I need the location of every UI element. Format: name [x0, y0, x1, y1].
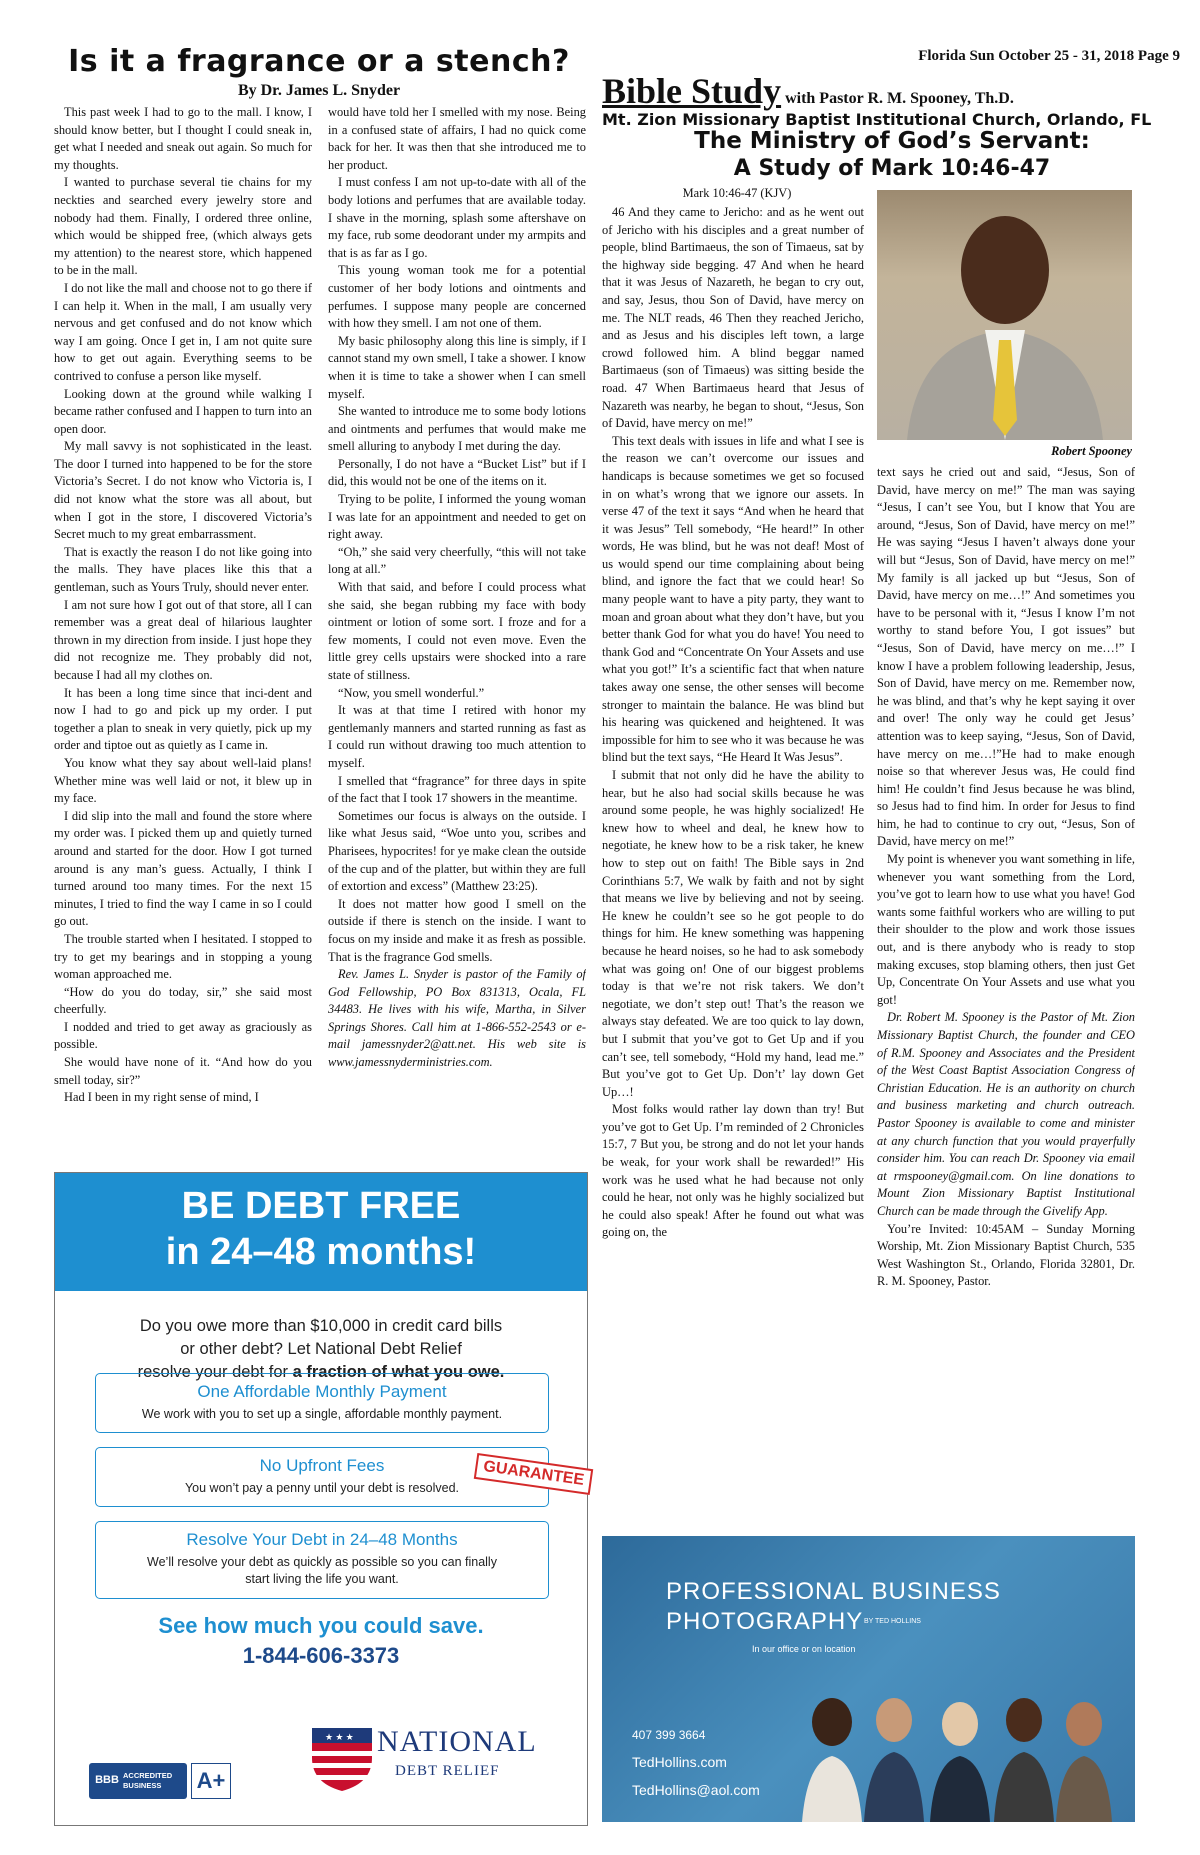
photo-ad-title1: PROFESSIONAL BUSINESS — [666, 1578, 1001, 1605]
ministry-title: The Ministry of God’s Servant: — [694, 128, 1090, 154]
bbb-business: BUSINESS — [123, 1781, 162, 1790]
paragraph: I submit that not only did he have the ability to hear, but he also had social skills because he was around some people, he was highly socialized! He knew how to wheel and deal, he knew how to negotiate, he knew how to be a risk taker, he knew how to step out on faith! The Bible says in 2nd Corinthians 5:7, We walk by faith and not by sight that means we live by believing and not by seeing. He knew he couldn’t see so he got people to do things for him. He knew something was happening because he heard noises, so he had to ask somebody what was going on! One of our biggest problems today is that we’re not risk takers. We don’t negotiate, we don’t step out! That’s the reason we always stay defeated. We are too quick to lay down, but I submit that you’ve got to Get Up and if you can’t see, tell somebody, “Hold my hand, lead me.” But you’ve got to Get Up. Don’t’ lay down Get Up…! — [602, 768, 864, 1099]
paragraph: “How do you do today, sir,” she said most cheerfully. — [54, 984, 312, 1017]
debt-ad-intro-line1: Do you owe more than $10,000 in credit card bills — [139, 1317, 503, 1335]
bbb-accredited: ACCREDITED — [123, 1771, 173, 1780]
paragraph: Personally, I do not have a “Bucket List” but if I did, this would not be one of the items on it. — [328, 456, 586, 489]
debt-ad-phone[interactable]: 1-844-606-3373 — [242, 1643, 400, 1668]
paragraph: This young woman took me for a potential customer of her body lotions and ointments and perfumes. I suppose many people are concerned with how they smell. I am not one of them. — [328, 263, 586, 331]
paragraph: My basic philosophy along this line is simply, if I cannot stand my own smell, I take a shower. I know when it is time to take a shower when I can smell myself. — [328, 333, 586, 401]
pastor-photo — [877, 190, 1132, 440]
paragraph: I am not sure how I got out of that store, all I can remember was a great deal of hilarious laughter thrown in my direction from inside. I just hope they did not recognize me. They probably did not, because I had all my clothes on. — [54, 597, 312, 682]
masthead: Florida Sun October 25 - 31, 2018 Page 9 — [918, 48, 1180, 64]
national-debt-relief-logo — [307, 1713, 537, 1793]
photo-caption: Robert Spooney — [1051, 444, 1132, 458]
feature-desc: We’ll resolve your debt as quickly as possible so you can finally start living the life you want. — [147, 1555, 497, 1586]
pastor-portrait-icon — [877, 190, 1132, 440]
verse-ref: Mark 10:46-47 (KJV) — [682, 186, 792, 200]
paragraph: It was at that time I retired with honor my gentlemanly manners and started running as fast as I could run without drawing too much attention to myself. — [328, 703, 586, 770]
article1-headline: Is it a fragrance or a stench? — [68, 44, 570, 79]
paragraph: This text deals with issues in life and what I see is the reason we can’t overcome our issues and handicaps is because sometimes we get so focused in on what’s wrong that we ignore our assets. In verse 47 of the text it says “And when he heard that it was Jesus” Tell somebody, “He heard!” In other words, He was blind, but he was not deaf! Most of us would spend our time complaining about being blind, and ignore the fact that we could hear! So many people want to have a pity party, they want to moan and groan about what they don’t have, but you better thank God for what you do have! You need to thank God and “Concentrate On Your Assets and use what you got!” It’s a scientific fact that when nature takes away one sense, the other senses will become stronger to maintain the balance. He was blind but his hearing was quickened and heightened. It was impossible for him to see who it was because he was blind but the text says, “He Heard It Was Jesus”. — [602, 433, 864, 765]
debt-ad-intro-line3b: a fraction of what you owe. — [292, 1363, 505, 1381]
paragraph: I do not like the mall and choose not to go there if I can help it. When in the mall, I am usually very nervous and get confused and do not know which way I am going. Once I get in, I am not quite sure how to get out again. Everything seems to be contrived to confuse a person like myself. — [54, 280, 312, 383]
paragraph: Had I been in my right sense of mind, I — [64, 1090, 259, 1105]
paragraph: She wanted to introduce me to some body lotions and ointments and perfumes that would make me smell alluring to anybody I met during the day. — [328, 404, 586, 454]
paragraph: Trying to be polite, I informed the young woman I was late for an appointment and needed to get on right away. — [328, 492, 586, 542]
feature-desc: We work with you to set up a single, affordable monthly payment. — [141, 1407, 503, 1421]
debt-ad-intro-line3a: resolve your debt for — [137, 1363, 293, 1381]
photo-ad-sub: In our office or on location — [752, 1644, 856, 1654]
bible-study-with: with Pastor R. M. Spooney, Th.D. — [785, 90, 1014, 107]
paragraph: I wanted to purchase several tie chains for my neckties and searched every jewelry store and nobody had them. Finally, I ordered three online, which would be shipped free, (which always gets my attention) to the nearest store, which happened to be in the mall. — [54, 175, 312, 278]
photo-ad-phone[interactable]: 407 399 3664 — [632, 1728, 706, 1742]
paragraph: I smelled that “fragrance” for three days in spite of the fact that I took 17 showers in the meantime. — [328, 773, 586, 806]
paragraph: My mall savvy is not sophisticated in the least. The door I turned into happened to be for the store Victoria’s Secret. I do not know who Victoria is, I did not know what the store was all about, but when I got in the store, I discovered Victoria’s Secret much to my great embarrassment. — [54, 439, 312, 542]
debt-ad-banner — [55, 1173, 587, 1291]
paragraph: text says he cried out and said, “Jesus, Son of David, have mercy on me!” The man was saying “Jesus, I can’t see You, but I know that You are around, “Jesus, Son of David, have mercy on me!” He was saying “Jesus I haven’t always done your will but “Jesus, Son of David, have mercy on me!” My family is all jacked up but “Jesus, Son of David, have mercy on me…!” And sometimes you have to be personal with it, “Jesus I know I’m not worthy to stand before You, I got issues” but “Jesus, Son of David, have mercy on me…!” I know I have a problem following leadership, Jesus, Son of David, have mercy on me. Remember now, he was blind, and that’s why he kept saying it over and over! The only way he could get Jesus’ attention was to keep saying, “Jesus, Son of David, have mercy on me…!”He had to make enough noise so that wherever Jesus was, He could find him! He couldn’t find Jesus because he was blind, so Jesus had to find him. In order for Jesus to find him, he had to continue to cry out, “Jesus, Son of David, have mercy on me!” — [877, 465, 1135, 849]
bbb-badge — [89, 1763, 187, 1799]
paragraph: “Oh,” she said very cheerfully, “this will not take long at all.” — [328, 544, 586, 577]
paragraph: would have told her I smelled with my nose. Being in a confused state of affairs, I had no quick come back for her. It was then that she introduced me to her product. — [328, 105, 586, 172]
feature-resolve-debt — [95, 1521, 549, 1599]
debt-ad-cta[interactable]: See how much you could save. — [158, 1613, 484, 1638]
debt-ad-intro-line2: or other debt? Let National Debt Relief — [180, 1340, 462, 1358]
author-bio: Rev. James L. Snyder is pastor of the Family of God Fellowship, PO Box 831313, Ocala, FL 34483. He lives with his wife, Martha, in Silver Springs Shores. Call him at 1-866-552-2543 or e-mail jamessnyder2@att.net. His web site is www.jamessnyderministries.com. — [328, 967, 586, 1070]
paragraph: With that said, and before I could process what she said, she began rubbing my face with body ointment or lotion of some sort. I froze and for a few moments, I could not even move. Even the little grey cells upstairs were shocked into a rare state of stillness. — [328, 580, 586, 682]
bbb-rating: A+ — [191, 1763, 231, 1799]
paragraph: Sometimes our focus is always on the outside. I like what Jesus said, “Woe unto you, scribes and Pharisees, hypocrites! for ye make clean the outside of the cup and of the platter, but within they are full of extortion and excess” (Matthew 23:25). — [328, 808, 586, 894]
study-title: A Study of Mark 10:46-47 — [733, 156, 1051, 181]
paragraph: She would have none of it. “And how do you smell today, sir?” — [54, 1055, 312, 1087]
paragraph: Looking down at the ground while walking I became rather confused and I happen to turn into an open door. — [54, 386, 312, 436]
paragraph: My point is whenever you want something in life, whenever you want something from the Lord, you’ve got to learn how to use what you have! God wants some faithful workers who are willing to put their shoulder to the plow and work those issues out, and is there anybody who is ready to stop making excuses, stop blaming others, then just Get Up, Concentrate On Your Assets and use what you got! — [877, 852, 1135, 1007]
article1-col2 — [328, 104, 586, 1154]
photography-ad[interactable] — [602, 1536, 1135, 1822]
article2-col1 — [602, 204, 864, 1524]
paragraph: 46 And they came to Jericho: and as he went out of Jericho with his disciples and a great number of people, blind Bartimaeus, the son of Timaeus, sat by the highway side begging. 47 And when he heard that it was Jesus of Nazareth, he began to cry out, and say, Jesus, thou Son of David, have mercy on me. The NLT reads, 46 Then they reached Jericho, and as Jesus and his disciples left town, a large crowd followed him. A blind beggar named Bartimaeus (son of Timaeus) was sitting beside the road. 47 When Bartimaeus heard that Jesus of Nazareth was nearby, he began to shout, “Jesus, Son of David, have mercy on me!” — [602, 205, 864, 431]
guarantee-stamp: GUARANTEE — [474, 1453, 594, 1495]
author-bio: Dr. Robert M. Spooney is the Pastor of Mt. Zion Missionary Baptist Church, the founder and CEO of R.M. Spooney and Associates and the President of the West Coast Baptist Association Congress of Christian Education. He is an authority on church and business marketing and church outreach. Pastor Spooney is available to come and minister at any church function that you would prayerfully consider him. You can reach Dr. Spooney via email at rmspooney@gmail.com. On line donations to Mount Zion Missionary Baptist Institutional Church can be made through the Givelify App. — [877, 1010, 1135, 1218]
article1-col1 — [54, 104, 312, 1154]
ndr-shield-icon — [307, 1713, 377, 1793]
paragraph: I nodded and tried to get away as graciously as possible. — [54, 1019, 312, 1052]
photo-ad-people-icon — [802, 1682, 1112, 1822]
paragraph: It does not matter how good I smell on the outside if there is stench on the inside. I want to focus on my inside and make it as fresh as possible. That is the fragrance God smells. — [328, 896, 586, 964]
photo-ad-web[interactable]: TedHollins.com — [632, 1754, 727, 1770]
debt-relief-ad[interactable] — [54, 1172, 588, 1826]
bible-study-title: Bible Study — [602, 71, 782, 111]
paragraph: That is exactly the reason I do not like going into the malls. They have places like this that a gentleman, such as Yours Truly, should never enter. — [54, 544, 312, 595]
debt-ad-headline1: BE DEBT FREE — [181, 1185, 461, 1227]
paragraph: I did slip into the mall and found the store where my order was. I picked them up and quietly turned around and started for the door. How I got turned around is any man’s guess. Actually, I think I turned around too many times. For the next 15 minutes, I tried to find the way I came in so I could go out. — [54, 808, 312, 929]
ndr-brand2: DEBT RELIEF — [395, 1763, 500, 1779]
bible-study-header — [602, 70, 1182, 112]
paragraph: I must confess I am not up-to-date with all of the body lotions and perfumes that are available today. I shave in the morning, splash some aftershave on my face, rub some deodorant under my armpits and that is as far as I go. — [328, 175, 586, 260]
paragraph: You know what they say about well-laid plans! Whether mine was well laid or not, it blew up in my face. — [54, 755, 312, 806]
invite: You’re Invited: 10:45AM – Sunday Morning Worship, Mt. Zion Missionary Baptist Church, 535 West Washington St., Orlando, Florida 32801, Dr. R. M. Spooney, Pastor. — [877, 1221, 1135, 1289]
article1-byline: By Dr. James L. Snyder — [237, 82, 401, 99]
paragraph: This past week I had to go to the mall. I know, I should know better, but I thought I could sneak in, get what I needed and sneak out again. So much for my thoughts. — [54, 105, 312, 172]
feature-desc: You won’t pay a penny until your debt is resolved. — [184, 1481, 460, 1495]
church-name: Mt. Zion Missionary Baptist Institutional Church, Orlando, FL — [602, 110, 1152, 129]
feature-title: No Upfront Fees — [259, 1456, 385, 1475]
photo-ad-by: BY TED HOLLINS — [864, 1618, 921, 1625]
bbb-label: BBB — [95, 1774, 119, 1786]
photo-ad-title2: PHOTOGRAPHY — [666, 1608, 864, 1635]
paragraph: “Now, you smell wonderful.” — [338, 685, 485, 700]
svg-text:★ ★ ★: ★ ★ ★ — [325, 1732, 354, 1742]
photo-ad-email[interactable]: TedHollins@aol.com — [632, 1782, 760, 1798]
paragraph: Most folks would rather lay down than try! But you’ve got to Get Up. I’m reminded of 2 Chronicles 15:7, 7 But you, be strong and do not let your hands be weak, for your work shall be rewarded!” His work was he used what he had because not only could he hear, not only was he highly socialized but he could also speak! After he found out what was going on, the — [602, 1102, 864, 1240]
article2-col2 — [877, 464, 1135, 1524]
paragraph: The trouble started when I hesitated. I stopped to try to get my bearings and in stopping a young woman approached me. — [54, 931, 312, 982]
debt-ad-headline2: in 24–48 months! — [165, 1231, 477, 1273]
feature-title: One Affordable Monthly Payment — [197, 1382, 447, 1401]
feature-monthly-payment — [95, 1373, 549, 1433]
feature-title: Resolve Your Debt in 24–48 Months — [186, 1530, 458, 1549]
ndr-brand1: NATIONAL — [377, 1725, 537, 1758]
paragraph: It has been a long time since that inci-dent and now I had to go and pick up my order. I put together a plan to sneak in very quietly, pick up my order and tiptoe out as quietly as I came in. — [54, 685, 312, 753]
